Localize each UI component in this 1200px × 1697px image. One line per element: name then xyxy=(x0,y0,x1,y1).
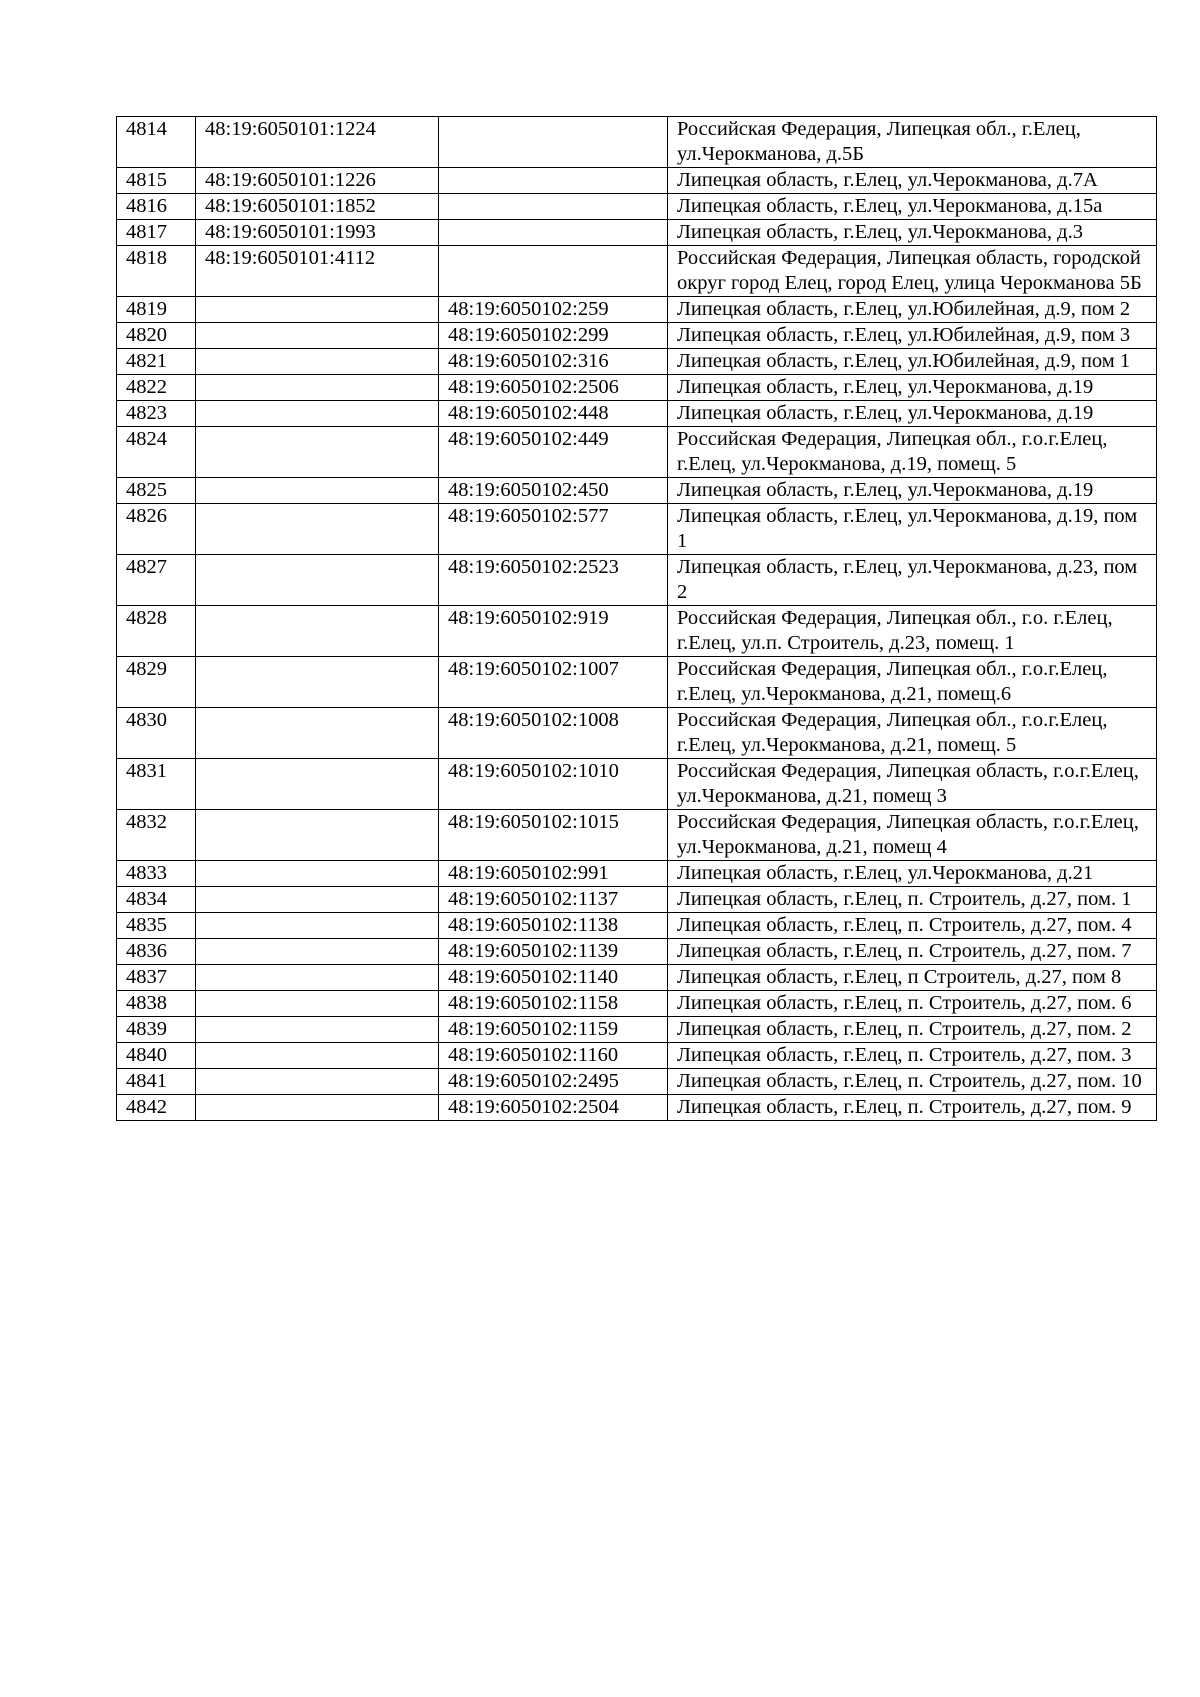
land-cadastral-number-cell: 48:19:6050101:1226 xyxy=(196,168,439,194)
row-number-cell: 4833 xyxy=(117,861,196,887)
address-cell: Липецкая область, г.Елец, ул.Черокманова, д.19 xyxy=(668,478,1157,504)
row-number-cell: 4829 xyxy=(117,657,196,708)
building-cadastral-number-cell xyxy=(439,194,668,220)
land-cadastral-number-cell xyxy=(196,297,439,323)
building-cadastral-number-cell: 48:19:6050102:577 xyxy=(439,504,668,555)
land-cadastral-number-cell xyxy=(196,759,439,810)
land-cadastral-number-cell xyxy=(196,1043,439,1069)
address-cell: Российская Федерация, Липецкая обл., г.Елец, ул.Черокманова, д.5Б xyxy=(668,117,1157,168)
row-number-cell: 4834 xyxy=(117,887,196,913)
table-row xyxy=(117,1069,1157,1095)
land-cadastral-number-cell xyxy=(196,555,439,606)
table-row xyxy=(117,555,1157,606)
row-number-cell: 4842 xyxy=(117,1095,196,1121)
building-cadastral-number-cell: 48:19:6050102:2523 xyxy=(439,555,668,606)
building-cadastral-number-cell: 48:19:6050102:1140 xyxy=(439,965,668,991)
row-number-cell: 4841 xyxy=(117,1069,196,1095)
building-cadastral-number-cell: 48:19:6050102:991 xyxy=(439,861,668,887)
row-number-cell: 4817 xyxy=(117,220,196,246)
row-number-cell: 4819 xyxy=(117,297,196,323)
table-row xyxy=(117,991,1157,1017)
table-row xyxy=(117,478,1157,504)
address-cell: Российская Федерация, Липецкая обл., г.о.г.Елец, г.Елец, ул.Черокманова, д.21, помещ. 5 xyxy=(668,708,1157,759)
table-row xyxy=(117,913,1157,939)
row-number-cell: 4837 xyxy=(117,965,196,991)
row-number-cell: 4820 xyxy=(117,323,196,349)
table-row xyxy=(117,504,1157,555)
table-row xyxy=(117,194,1157,220)
land-cadastral-number-cell: 48:19:6050101:4112 xyxy=(196,246,439,297)
table-row xyxy=(117,861,1157,887)
table-row xyxy=(117,810,1157,861)
row-number-cell: 4815 xyxy=(117,168,196,194)
building-cadastral-number-cell: 48:19:6050102:1159 xyxy=(439,1017,668,1043)
address-cell: Российская Федерация, Липецкая обл., г.о. г.Елец, г.Елец, ул.п. Строитель, д.23, помещ. 1 xyxy=(668,606,1157,657)
row-number-cell: 4828 xyxy=(117,606,196,657)
row-number-cell: 4823 xyxy=(117,401,196,427)
building-cadastral-number-cell: 48:19:6050102:919 xyxy=(439,606,668,657)
address-cell: Липецкая область, г.Елец, п. Строитель, д.27, пом. 3 xyxy=(668,1043,1157,1069)
table-row xyxy=(117,349,1157,375)
land-cadastral-number-cell xyxy=(196,991,439,1017)
address-cell: Липецкая область, г.Елец, ул.Черокманова, д.15а xyxy=(668,194,1157,220)
land-cadastral-number-cell xyxy=(196,861,439,887)
land-cadastral-number-cell xyxy=(196,657,439,708)
address-cell: Липецкая область, г.Елец, п. Строитель, д.27, пом. 4 xyxy=(668,913,1157,939)
address-cell: Липецкая область, г.Елец, ул.Юбилейная, д.9, пом 2 xyxy=(668,297,1157,323)
land-cadastral-number-cell xyxy=(196,504,439,555)
building-cadastral-number-cell: 48:19:6050102:1138 xyxy=(439,913,668,939)
registry-table-body xyxy=(117,117,1157,1121)
building-cadastral-number-cell: 48:19:6050102:1007 xyxy=(439,657,668,708)
building-cadastral-number-cell: 48:19:6050102:1010 xyxy=(439,759,668,810)
table-row xyxy=(117,606,1157,657)
address-cell: Липецкая область, г.Елец, п. Строитель, д.27, пом. 10 xyxy=(668,1069,1157,1095)
row-number-cell: 4824 xyxy=(117,427,196,478)
land-cadastral-number-cell: 48:19:6050101:1852 xyxy=(196,194,439,220)
address-cell: Липецкая область, г.Елец, п. Строитель, д.27, пом. 7 xyxy=(668,939,1157,965)
land-cadastral-number-cell xyxy=(196,478,439,504)
address-cell: Липецкая область, г.Елец, п. Строитель, д.27, пом. 6 xyxy=(668,991,1157,1017)
row-number-cell: 4836 xyxy=(117,939,196,965)
table-row xyxy=(117,759,1157,810)
land-cadastral-number-cell xyxy=(196,1017,439,1043)
building-cadastral-number-cell: 48:19:6050102:299 xyxy=(439,323,668,349)
building-cadastral-number-cell: 48:19:6050102:2495 xyxy=(439,1069,668,1095)
row-number-cell: 4838 xyxy=(117,991,196,1017)
address-cell: Российская Федерация, Липецкая область, г.о.г.Елец, ул.Черокманова, д.21, помещ 4 xyxy=(668,810,1157,861)
building-cadastral-number-cell xyxy=(439,168,668,194)
land-cadastral-number-cell xyxy=(196,939,439,965)
table-row xyxy=(117,708,1157,759)
building-cadastral-number-cell: 48:19:6050102:2504 xyxy=(439,1095,668,1121)
building-cadastral-number-cell xyxy=(439,246,668,297)
table-row xyxy=(117,246,1157,297)
address-cell: Российская Федерация, Липецкая обл., г.о.г.Елец, г.Елец, ул.Черокманова, д.19, помещ. 5 xyxy=(668,427,1157,478)
table-row xyxy=(117,297,1157,323)
row-number-cell: 4831 xyxy=(117,759,196,810)
building-cadastral-number-cell xyxy=(439,220,668,246)
land-cadastral-number-cell xyxy=(196,323,439,349)
table-row xyxy=(117,1043,1157,1069)
building-cadastral-number-cell: 48:19:6050102:448 xyxy=(439,401,668,427)
address-cell: Липецкая область, г.Елец, ул.Черокманова, д.19 xyxy=(668,401,1157,427)
row-number-cell: 4835 xyxy=(117,913,196,939)
building-cadastral-number-cell: 48:19:6050102:1158 xyxy=(439,991,668,1017)
row-number-cell: 4826 xyxy=(117,504,196,555)
land-cadastral-number-cell xyxy=(196,401,439,427)
table-row xyxy=(117,375,1157,401)
address-cell: Липецкая область, г.Елец, ул.Черокманова, д.7А xyxy=(668,168,1157,194)
row-number-cell: 4840 xyxy=(117,1043,196,1069)
address-cell: Липецкая область, г.Елец, ул.Юбилейная, д.9, пом 3 xyxy=(668,323,1157,349)
land-cadastral-number-cell xyxy=(196,708,439,759)
table-row xyxy=(117,401,1157,427)
table-row xyxy=(117,1017,1157,1043)
land-cadastral-number-cell xyxy=(196,810,439,861)
table-row xyxy=(117,220,1157,246)
row-number-cell: 4827 xyxy=(117,555,196,606)
table-row xyxy=(117,657,1157,708)
table-row xyxy=(117,427,1157,478)
land-cadastral-number-cell xyxy=(196,349,439,375)
address-cell: Липецкая область, г.Елец, п. Строитель, д.27, пом. 2 xyxy=(668,1017,1157,1043)
building-cadastral-number-cell xyxy=(439,117,668,168)
row-number-cell: 4822 xyxy=(117,375,196,401)
land-cadastral-number-cell xyxy=(196,375,439,401)
building-cadastral-number-cell: 48:19:6050102:449 xyxy=(439,427,668,478)
row-number-cell: 4832 xyxy=(117,810,196,861)
address-cell: Липецкая область, г.Елец, п. Строитель, д.27, пом. 1 xyxy=(668,887,1157,913)
row-number-cell: 4816 xyxy=(117,194,196,220)
land-cadastral-number-cell xyxy=(196,887,439,913)
address-cell: Российская Федерация, Липецкая область, городской округ город Елец, город Елец, улица Черокманова 5Б xyxy=(668,246,1157,297)
building-cadastral-number-cell: 48:19:6050102:1137 xyxy=(439,887,668,913)
land-cadastral-number-cell: 48:19:6050101:1224 xyxy=(196,117,439,168)
table-row xyxy=(117,965,1157,991)
address-cell: Российская Федерация, Липецкая область, г.о.г.Елец, ул.Черокманова, д.21, помещ 3 xyxy=(668,759,1157,810)
table-row xyxy=(117,939,1157,965)
building-cadastral-number-cell: 48:19:6050102:259 xyxy=(439,297,668,323)
table-row xyxy=(117,117,1157,168)
building-cadastral-number-cell: 48:19:6050102:316 xyxy=(439,349,668,375)
land-cadastral-number-cell: 48:19:6050101:1993 xyxy=(196,220,439,246)
cadastral-registry-table xyxy=(116,116,1157,1121)
row-number-cell: 4830 xyxy=(117,708,196,759)
land-cadastral-number-cell xyxy=(196,1069,439,1095)
building-cadastral-number-cell: 48:19:6050102:1139 xyxy=(439,939,668,965)
row-number-cell: 4814 xyxy=(117,117,196,168)
building-cadastral-number-cell: 48:19:6050102:2506 xyxy=(439,375,668,401)
row-number-cell: 4821 xyxy=(117,349,196,375)
row-number-cell: 4825 xyxy=(117,478,196,504)
land-cadastral-number-cell xyxy=(196,427,439,478)
address-cell: Липецкая область, г.Елец, ул.Черокманова, д.3 xyxy=(668,220,1157,246)
address-cell: Липецкая область, г.Елец, ул.Черокманова, д.19, пом 1 xyxy=(668,504,1157,555)
table-row xyxy=(117,168,1157,194)
address-cell: Российская Федерация, Липецкая обл., г.о.г.Елец, г.Елец, ул.Черокманова, д.21, помещ.6 xyxy=(668,657,1157,708)
table-row xyxy=(117,1095,1157,1121)
address-cell: Липецкая область, г.Елец, п Строитель, д.27, пом 8 xyxy=(668,965,1157,991)
row-number-cell: 4839 xyxy=(117,1017,196,1043)
row-number-cell: 4818 xyxy=(117,246,196,297)
building-cadastral-number-cell: 48:19:6050102:1015 xyxy=(439,810,668,861)
building-cadastral-number-cell: 48:19:6050102:1160 xyxy=(439,1043,668,1069)
land-cadastral-number-cell xyxy=(196,965,439,991)
address-cell: Липецкая область, г.Елец, ул.Черокманова, д.21 xyxy=(668,861,1157,887)
table-row xyxy=(117,887,1157,913)
land-cadastral-number-cell xyxy=(196,606,439,657)
building-cadastral-number-cell: 48:19:6050102:450 xyxy=(439,478,668,504)
address-cell: Липецкая область, г.Елец, ул.Юбилейная, д.9, пом 1 xyxy=(668,349,1157,375)
address-cell: Липецкая область, г.Елец, ул.Черокманова, д.19 xyxy=(668,375,1157,401)
address-cell: Липецкая область, г.Елец, п. Строитель, д.27, пом. 9 xyxy=(668,1095,1157,1121)
land-cadastral-number-cell xyxy=(196,913,439,939)
land-cadastral-number-cell xyxy=(196,1095,439,1121)
address-cell: Липецкая область, г.Елец, ул.Черокманова, д.23, пом 2 xyxy=(668,555,1157,606)
table-row xyxy=(117,323,1157,349)
building-cadastral-number-cell: 48:19:6050102:1008 xyxy=(439,708,668,759)
